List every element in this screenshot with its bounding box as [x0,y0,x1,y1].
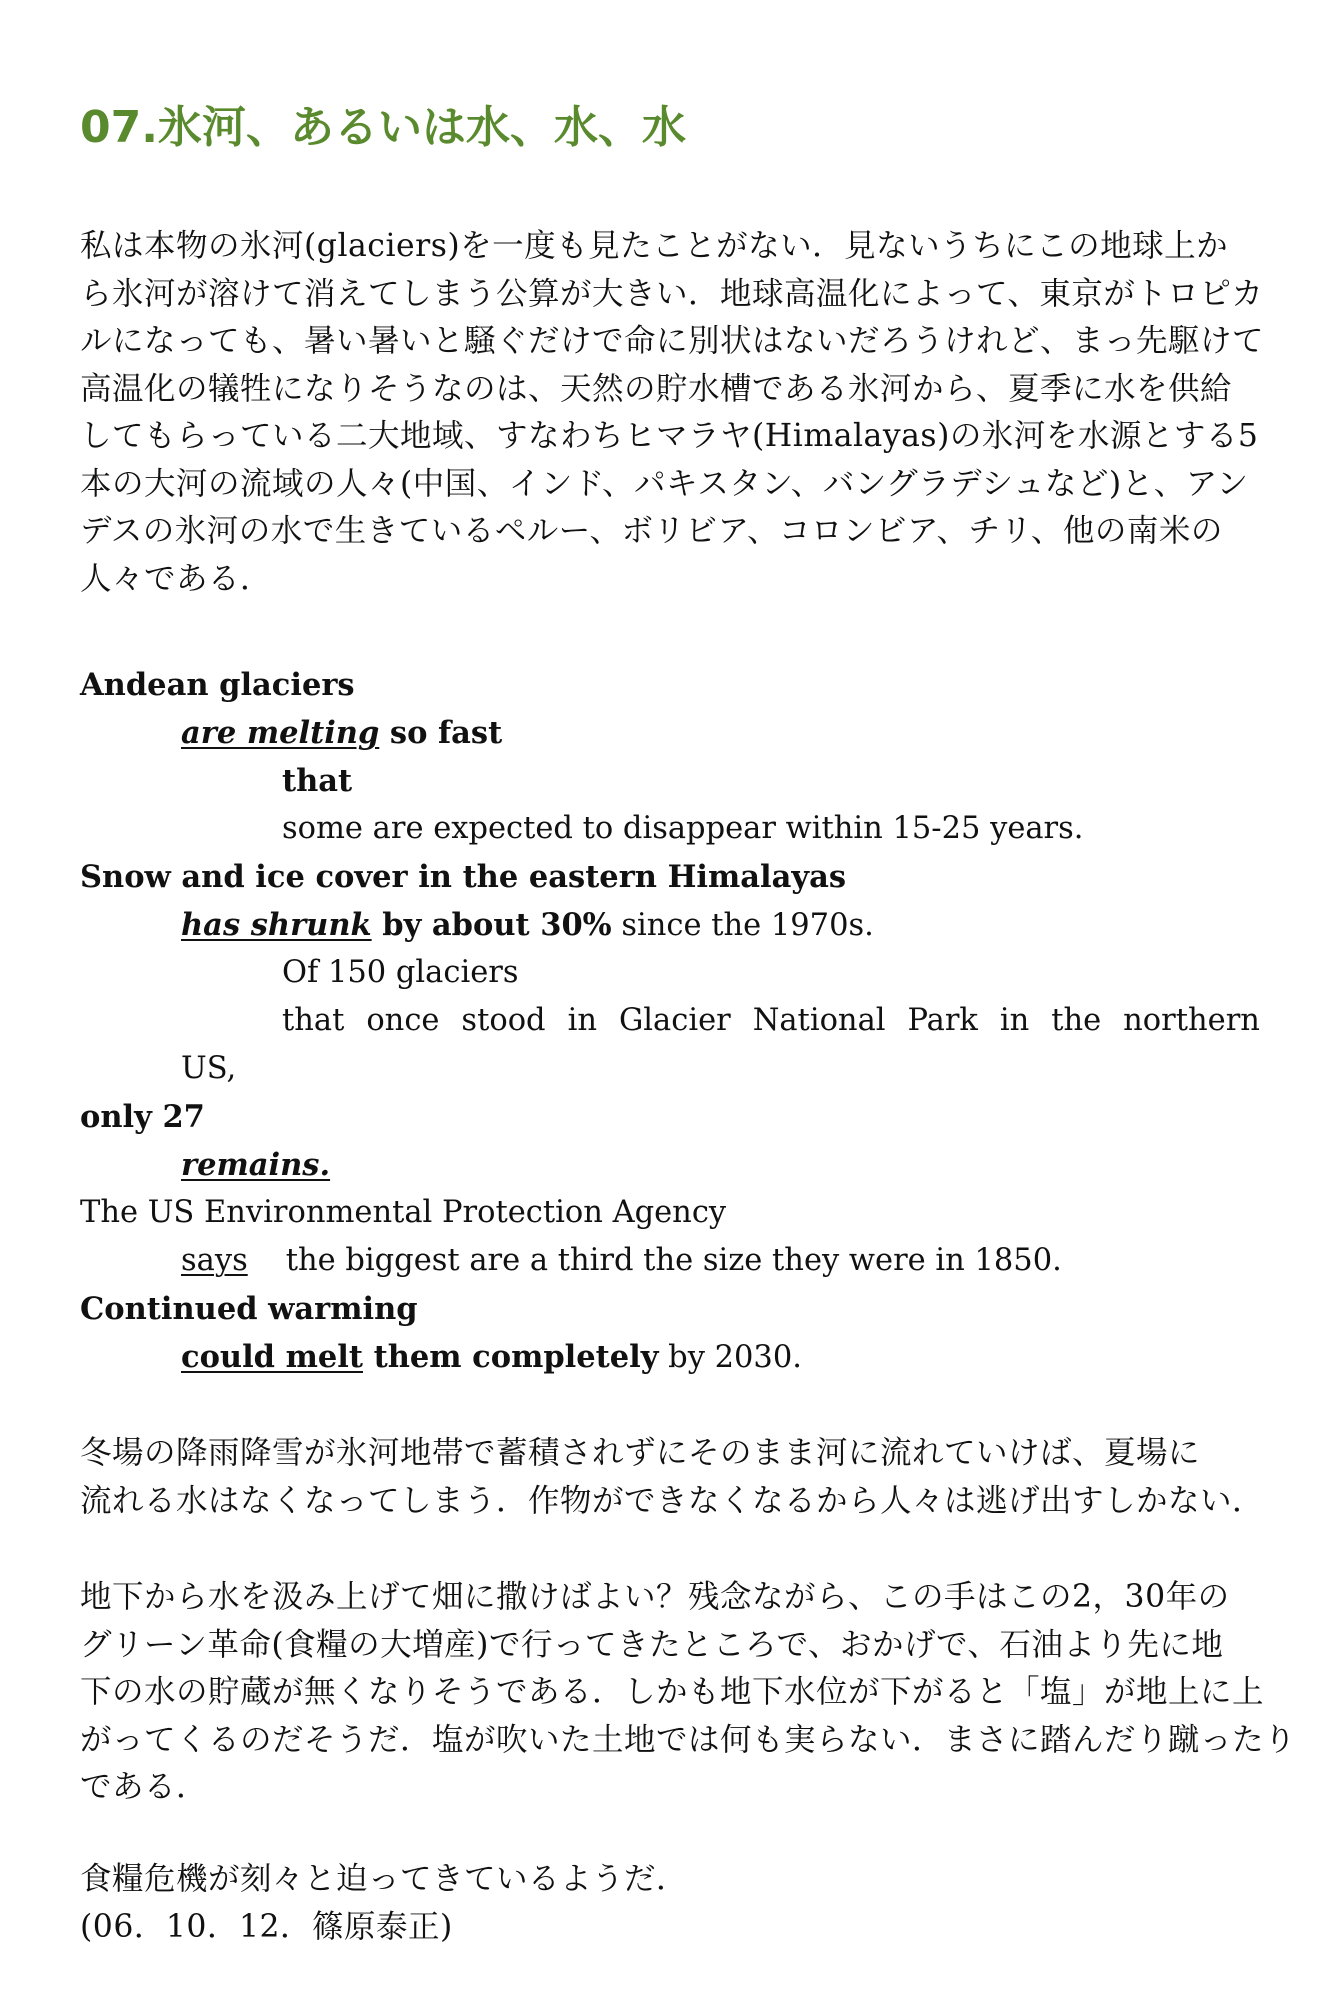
word: once [366,1003,440,1038]
verb-phrase: says [181,1243,248,1278]
word: in [999,1003,1030,1038]
paragraph-3 [80,1574,1297,1812]
intro-line: デスの氷河の水で生きているペルー、ボリビア、コロンビア、チリ、他の南米の [80,513,1223,549]
paragraph-line: 下の水の貯蔵が無くなりそうである．しかも地下水位が下がると「塩」が地上に上 [80,1674,1265,1710]
phrase: so fast [379,715,503,751]
english-line-2 [80,709,1260,757]
english-line-9: US, [181,1051,237,1086]
paragraph-4 [80,1856,1260,1951]
english-line-7: Of 150 glaciers [282,955,519,990]
english-line-5: Snow and ice cover in the eastern Himalayas [80,859,847,895]
phrase: them completely [362,1339,659,1375]
verb-phrase: remains. [181,1147,331,1183]
intro-line: してもらっている二大地域、すなわちヒマラヤ(Himalayas)の氷河を水源とする5 [80,418,1259,454]
intro-line: ルになっても、暑い暑いと騒ぐだけで命に別状はないだろうけれど、まっ先駆けて [80,323,1265,359]
word: National [752,1003,886,1038]
english-line-14: Continued warming [80,1291,418,1327]
intro-line: 本の大河の流域の人々(中国、インド、パキスタン、バングラデシュなど)と、アン [80,465,1249,502]
signature-date-line: (06．10．12．篠原泰正) [80,1908,453,1945]
intro-line: 私は本物の氷河(glaciers)を一度も見たことがない．見ないうちにこの地球上か [80,228,1229,264]
word: stood [461,1003,546,1038]
verb-phrase: are melting [181,715,380,751]
intro-line: 高温化の犠牲になりそうなのは、天然の貯水槽である氷河から、夏季に水を供給 [80,370,1233,407]
word: that [282,1003,345,1038]
english-line-4: some are expected to disappear within 15-25 years. [282,811,1084,846]
paragraph-2 [80,1430,1265,1525]
word: in [567,1003,597,1038]
paragraph-line: 冬場の降雨降雪が氷河地帯で蓄積されずにそのまま河に流れていけば、夏場に [80,1435,1201,1471]
english-line-11 [80,1141,1260,1189]
english-line-12: The US Environmental Protection Agency [80,1195,727,1230]
word: the [1051,1003,1102,1038]
paragraph-line: 流れる水はなくなってしまう．作物ができなくなるから人々は逃げ出すしかない． [80,1482,1265,1519]
english-line-8 [80,997,1260,1045]
phrase: the biggest are a third the size they were in 1850. [285,1243,1062,1278]
phrase: since the 1970s. [611,908,874,943]
paragraph-line: 地下から水を汲み上げて畑に撒けばよい？残念ながら、この手はこの2，30年の [80,1579,1230,1615]
word: Park [907,1003,978,1038]
english-line-3: that [282,763,353,799]
word: northern [1123,1003,1260,1038]
english-line-6 [80,901,1260,949]
paragraph-line: 食糧危機が刻々と迫ってきているようだ． [80,1861,689,1897]
verb-phrase: could melt [181,1339,363,1375]
paragraph-line: グリーン革命(食糧の大増産)で行ってきたところで、おかげで、石油より先に地 [80,1626,1224,1663]
english-line-15 [80,1333,1260,1381]
phrase: by about 30% [371,907,612,943]
paragraph-line: である． [80,1769,209,1805]
english-line-10: only 27 [80,1099,205,1135]
intro-line: ら氷河が溶けて消えてしまう公算が大きい．地球高温化によって、東京がトロピカ [80,275,1264,312]
verb-phrase: has shrunk [181,907,372,943]
english-line-1: Andean glaciers [80,667,355,703]
page-title: 07.氷河、あるいは水、水、水 [80,102,686,153]
intro-line: 人々である． [80,560,273,597]
intro-paragraph [80,223,1265,603]
word: Glacier [618,1003,731,1038]
phrase: by 2030. [658,1340,802,1375]
paragraph-line: がってくるのだそうだ．塩が吹いた土地では何も実らない．まさに踏んだり蹴ったり [80,1721,1297,1758]
english-line-13 [80,1237,1260,1285]
english-passage [80,661,1260,1381]
